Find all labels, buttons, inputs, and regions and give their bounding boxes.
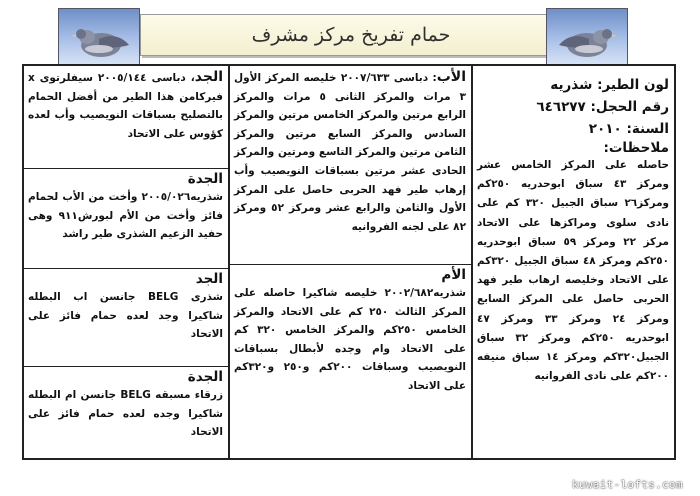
mother-title: الأم xyxy=(441,267,466,283)
notes-title: ملاحظات: xyxy=(603,140,669,156)
pigeon-ring-number: رقم الحجل: ٦٤٦٢٧٧ xyxy=(536,99,669,115)
father-text: : دباسى ٢٠٠٧/٦٣٣ خليصه المركز الأول ٣ مرات والمركز الثانى ٥ مرات والمركز الرابع مرتين والمركز الخامس مرتين والمركز السادس والمركز السابع مرتين والمركز الثامن مرتين والمركز التاسع ومرتين والمركز الحادى عشر مرتين بسباقات النويصيب وأب إرهاب طير فهد الحربى حاصل على المركز الأول والثامن والرابع عشر ومركز ٥٢ ومركز ٨٢ على لجنه الفروانيه xyxy=(234,72,467,233)
maternal-grandfather-title: الجد xyxy=(195,271,223,287)
pigeon-color: لون الطير: شذريه xyxy=(550,77,669,93)
maternal-grandmother-text: زرقاء مسبقه BELG جانسن ام البطله شاكيرا وجده لعده حمام فائز على الاتحاد xyxy=(28,389,224,439)
maternal-grandfather-box xyxy=(24,268,228,366)
page-title: حمام تفريخ مركز مشرف xyxy=(140,14,562,56)
paternal-grandmother-text: شذريه٢٠٠٥/٠٢٦ وأخت من الأب لحمام فائز وأخت من الأم لبورش٩١١ وهى حفيد الزعيم الشذرى طير راشد xyxy=(28,191,223,241)
pedigree-table xyxy=(22,64,676,460)
maternal-grandmother-box xyxy=(24,366,228,458)
paternal-grandmother-box xyxy=(24,168,228,268)
paternal-grandfather-text: ، دباسى ٢٠٠٥/١٤٤ سيفلرتوى x فيركامن هذا الطير من أفضل الحمام بالتصليح بسباقات النويصيب وأب لعده كؤوس على الاتحاد xyxy=(28,72,223,140)
parents-column xyxy=(230,66,473,458)
watermark: kuwait-lofts.com xyxy=(572,478,683,491)
pigeon-info-column xyxy=(473,66,674,458)
pigeon-photo-left xyxy=(58,8,140,66)
pigeon-info-box xyxy=(473,66,674,458)
paternal-grandfather-title: الجد xyxy=(194,69,223,85)
mother-box xyxy=(230,264,471,458)
maternal-grandmother-title: الجدة xyxy=(187,369,223,385)
pigeon-year: السنة: ٢٠١٠ xyxy=(588,121,669,137)
paternal-grandmother-title: الجدة xyxy=(187,171,223,187)
grandparents-column xyxy=(24,66,230,458)
pigeon-icon xyxy=(547,9,627,65)
maternal-grandfather-text: شذرى BELG جانسن اب البطله شاكيرا وجد لعده حمام فائز على الاتحاد xyxy=(28,291,223,341)
pigeon-photo-right xyxy=(546,8,628,66)
father-title: الأب xyxy=(436,69,466,85)
notes-text: حاصله على المركز الخامس عشر ومركز ٤٣ سباق ابوحدريه ٢٥٠كم ومركز٢٦ سباق الجبيل ٣٢٠ كم على نادى سلوى ومراكزها على الاتحاد مركز ٢٢ ومركز ٥٩ سباق ابوحدريه ٢٥٠كم ومركز ٤٨ سباق الجبيل ٣٢٠كم على الاتحاد وخليصه ارهاب طير فهد الحربى حاصل على المركز السابع ومركز ٢٤ ومركز ٣٣ ومركز ٤٧ ابوحدريه ٢٥٠كم ومركز ٣٢ سباق الجبيل٣٢٠كم ومركز ١٤ سباق منيفه ٢٠٠كم على نادى الفروانيه xyxy=(477,159,669,383)
paternal-grandfather-box xyxy=(24,66,228,168)
header xyxy=(0,0,700,64)
father-box xyxy=(230,66,471,264)
pigeon-icon xyxy=(59,9,139,65)
mother-text: شذريه٢٠٠٢/٦٨٢ خليصه شاكيرا حاصله على المركز الثالث ٢٥٠ كم على الاتحاد والمركز الخامس ٢٥٠كم والمركز الخامس ٣٢٠ كم على الاتحاد وام وجده لأبطال بسباقات النويصيب وسباقات ٢٠٠كم و٢٥٠ و٣٢٠كم على الاتحاد xyxy=(234,287,466,392)
